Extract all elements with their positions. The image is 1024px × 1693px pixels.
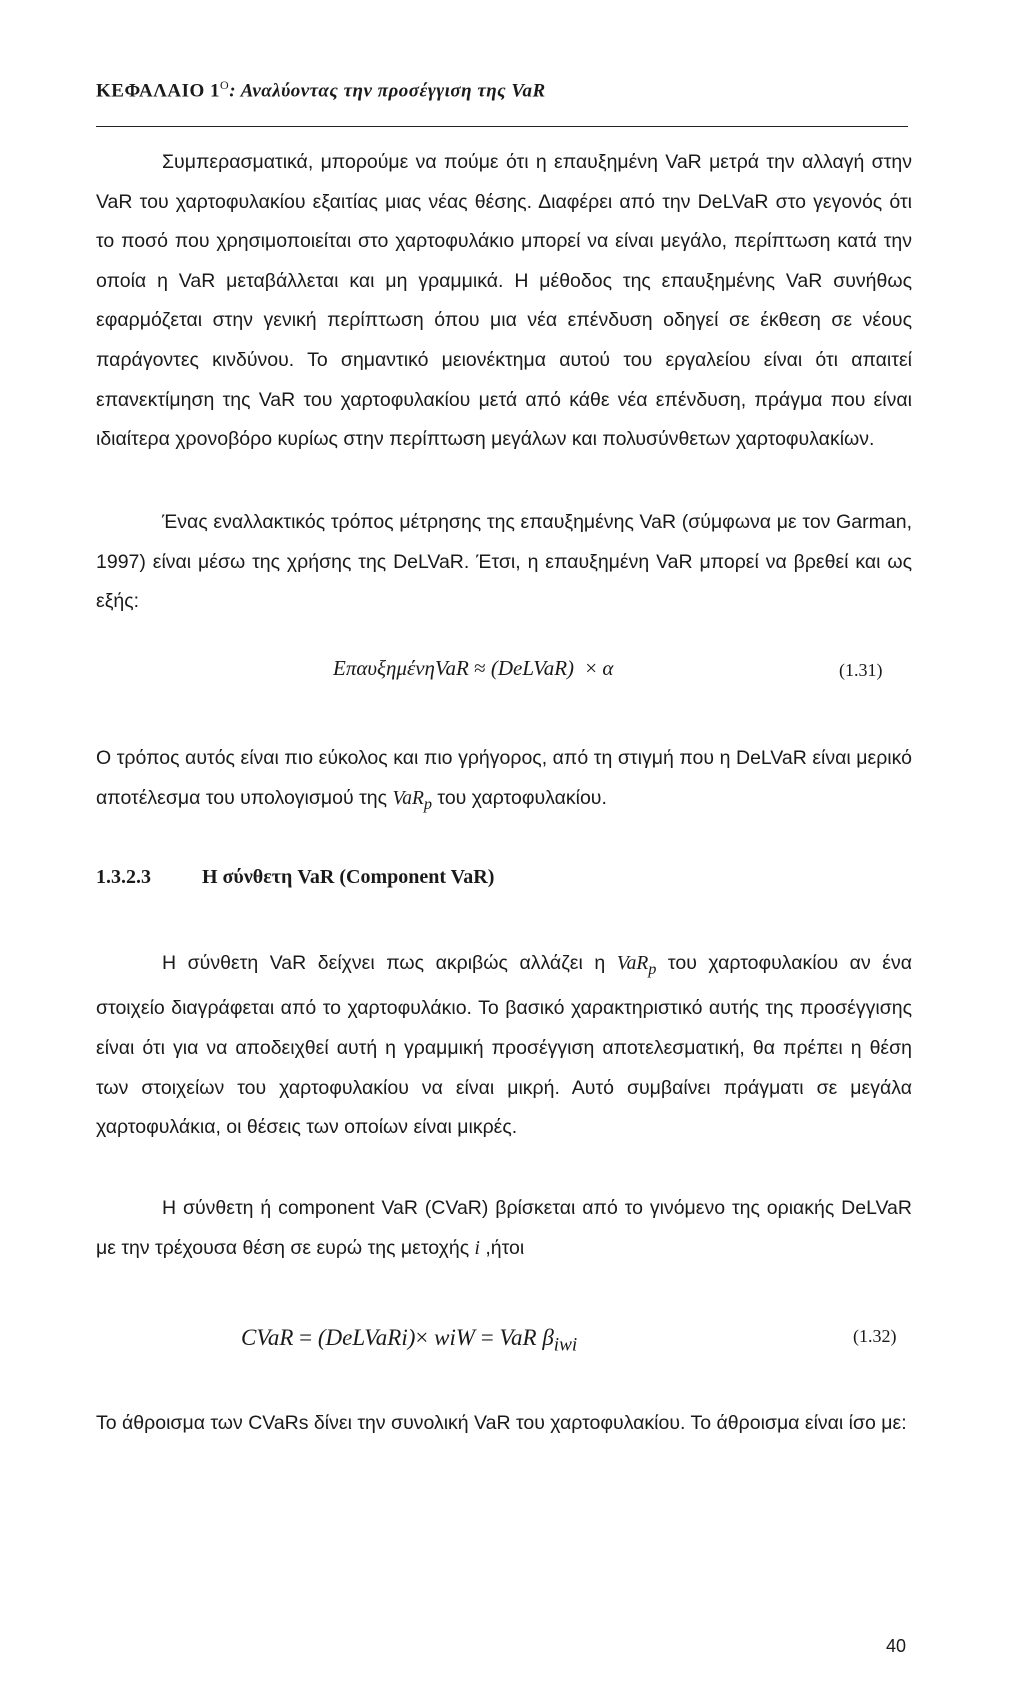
var-subscript: p (423, 794, 432, 813)
paragraph-2 (96, 503, 912, 622)
eq2-rhs-var: VaR (499, 1325, 537, 1350)
var-subscript: p (648, 959, 657, 978)
equation-1-32 (241, 1325, 577, 1357)
var-p-symbol (392, 787, 432, 813)
page-number: 40 (886, 1636, 907, 1656)
paragraph-4-text-a: Η σύνθετη VaR δείχνει πως ακριβώς αλλάζει η (162, 952, 617, 974)
eq2-lhs: CVaR (241, 1325, 294, 1350)
eq2-term: (DeLVaRi) (317, 1325, 416, 1350)
eq1-lhs: ΕπαυξημένηVaR (333, 656, 469, 680)
paragraph-1-text: Συμπερασματικά, μπορούμε να πούμε ότι η επαυξημένη VaR μετρά την αλλαγή στην VaR του χαρτοφυλακίου εξαιτίας μιας νέας θέσης. Διαφέρει από την DeLVaR στο γεγονός ότι το ποσό που χρησιμοποιείται στο χαρτοφυλάκιο μπορεί να είναι μεγάλο, περίπτωση κατά την οποία η VaR μεταβάλλεται και μη γραμμικά. Η μέθοδος της επαυξημένης VaR συνήθως εφαρμόζεται στην γενική περίπτωση όπου μια νέα επένδυση οδηγεί σε έκθεση σε νέους παράγοντες κινδύνου. Το σημαντικό μειονέκτημα αυτού του εργαλείου είναι ότι απαιτεί επανεκτίμηση της VaR του χαρτοφυλακίου μετά από κάθε νέα επένδυση, πράγμα που είναι ιδιαίτερα χρονοβόρο κυρίως στην περίπτωση μεγάλων και πολυσύνθετων χαρτοφυλακίων. (96, 151, 912, 451)
equation-1-31 (333, 656, 613, 681)
running-header (96, 78, 546, 102)
paragraph-5-text-a: Η σύνθετη ή component VaR (CVaR) βρίσκεται από το γινόμενο της οριακής DeLVaR με την τρέχουσα θέση σε ευρώ της μετοχής (96, 1197, 912, 1259)
var-p-symbol (616, 953, 657, 978)
paragraph-1 (96, 143, 912, 460)
paragraph-4-text-b: του χαρτοφυλακίου αν ένα στοιχείο διαγράφεται από το χαρτοφυλάκιο. Το βασικό χαρακτηριστικό αυτής της προσέγγισης είναι ότι για να αποδειχθεί αυτή η γραμμική προσέγγιση αποτελεσματική, θα πρέπει η θέση των στοιχείων του χαρτοφυλακίου να είναι μικρή. Αυτό συμβαίνει πράγματι σε μεγάλα χαρτοφυλάκια, οι θέσεις των οποίων είναι μικρές. (96, 952, 912, 1139)
eq2-equals-1: = (299, 1325, 313, 1350)
section-heading (96, 866, 494, 889)
paragraph-3-text-a: Ο τρόπος αυτός είναι πιο εύκολος και πιο γρήγορος, από τη στιγμή που η DeLVaR είναι μερικό αποτέλεσμα του υπολογισμού της (96, 747, 912, 809)
paragraph-6-text: Το άθροισμα των CVaRs δίνει την συνολική VaR του χαρτοφυλακίου. Το άθροισμα είναι ίσο με: (96, 1412, 907, 1434)
paragraph-3-text-b: του χαρτοφυλακίου. (431, 786, 607, 809)
eq2-w: wiW (434, 1325, 476, 1350)
section-title: Η σύνθετη VaR (Component VaR) (202, 866, 495, 888)
header-rule (96, 126, 908, 127)
equation-2-number: (1.32) (853, 1326, 897, 1346)
var-symbol: VaR (392, 787, 424, 809)
section-number: 1.3.2.3 (96, 866, 151, 888)
eq1-alpha: α (602, 656, 614, 680)
paragraph-5-text-b: ,ήτοι (479, 1236, 525, 1259)
eq2-beta: β (542, 1325, 554, 1350)
equation-1-number: (1.31) (839, 660, 883, 680)
stock-index-symbol: i (474, 1237, 480, 1259)
var-symbol: VaR (616, 953, 649, 974)
paragraph-2-text: Ένας εναλλακτικός τρόπος μέτρησης της επαυξημένης VaR (σύμφωνα με τον Garman, 1997) είναι μέσω της χρήσης της DeLVaR. Έτσι, η επαυξημένη VaR μπορεί να βρεθεί και ως εξής: (96, 511, 912, 613)
paragraph-3 (96, 739, 912, 824)
eq2-rhs-sub: iwi (553, 1334, 578, 1356)
chapter-label: ΚΕΦΑΛΑΙΟ 1 (96, 80, 221, 102)
paragraph-6 (96, 1404, 912, 1444)
eq2-equals-2: = (480, 1325, 494, 1350)
chapter-superscript: Ο (220, 78, 230, 92)
eq2-times: × (415, 1325, 429, 1350)
eq1-approx: ≈ (474, 656, 486, 680)
eq1-times: × (585, 656, 598, 680)
eq1-middle: (DeLVaR) (490, 656, 575, 680)
paragraph-5 (96, 1189, 912, 1268)
paragraph-4 (96, 944, 912, 1148)
chapter-subtitle: : Αναλύοντας την προσέγγιση της VaR (229, 80, 546, 102)
